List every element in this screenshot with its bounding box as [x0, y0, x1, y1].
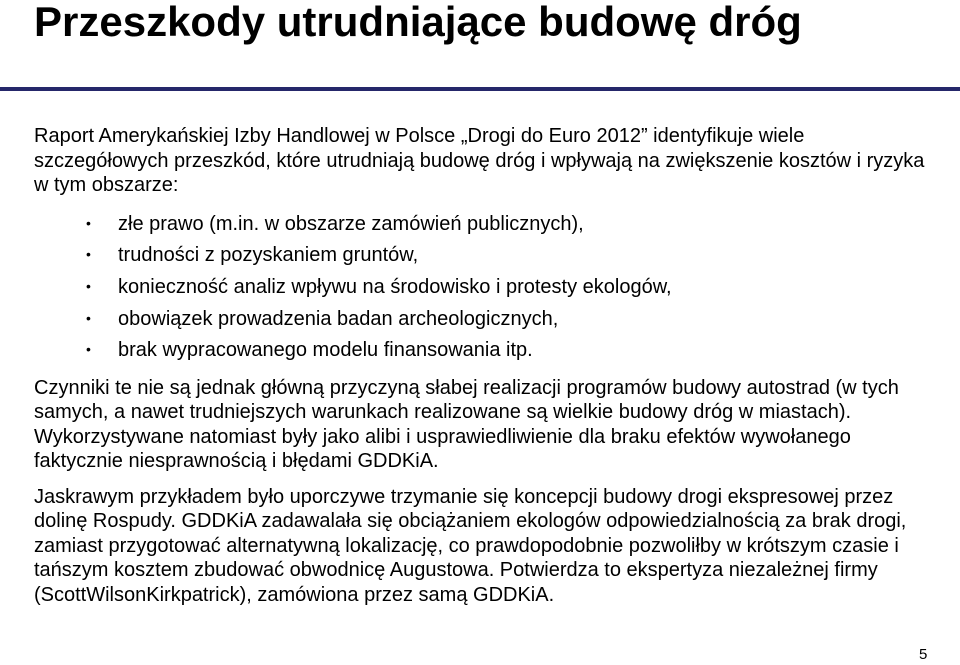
list-item-text: brak wypracowanego modelu finansowania itp.	[118, 339, 533, 362]
list-item	[34, 212, 944, 244]
list-item	[34, 338, 944, 370]
list-item	[34, 243, 944, 275]
slide-title: Przeszkody utrudniające budowę dróg	[34, 0, 802, 45]
list-item-text: obowiązek prowadzenia badan archeologicznych,	[118, 307, 559, 330]
list-item	[34, 307, 944, 339]
list-item-text: złe prawo (m.in. w obszarze zamówień publicznych),	[118, 212, 584, 235]
list-item	[34, 275, 944, 307]
bullet-icon: •	[86, 246, 91, 263]
slide-body	[34, 124, 944, 607]
page-number: 5	[919, 646, 928, 663]
bullet-icon: •	[86, 341, 91, 358]
obstacles-list	[34, 212, 944, 370]
bullet-icon: •	[86, 214, 91, 231]
list-item-text: trudności z pozyskaniem gruntów,	[118, 244, 419, 267]
bullet-icon: •	[86, 309, 91, 326]
example-paragraph: Jaskrawym przykładem było uporczywe trzymanie się koncepcji budowy drogi ekspresowej przez dolinę Rospudy. GDDKiA zadawalała się obciążaniem ekologów odpowiedzialnością za brak drogi, zamiast przygotować alternatywną lokalizację, co prawdopodobnie pozwoliłby w krótszym czasie i tańszym kosztem zbudować obwodnicę Augustowa. Potwierdza to ekspertyza niezależnej firmy (ScottWilsonKirkpatrick), zamówiona przez samą GDDKiA.	[34, 485, 907, 606]
bullet-icon: •	[86, 277, 91, 294]
title-divider	[0, 87, 960, 91]
intro-paragraph: Raport Amerykańskiej Izby Handlowej w Polsce „Drogi do Euro 2012” identyfikuje wiele szczegółowych przeszkód, które utrudniają budowę dróg i wpływają na zwiększenie kosztów i ryzyka w tym obszarze:	[34, 125, 925, 196]
causes-paragraph: Czynniki te nie są jednak główną przyczyną słabej realizacji programów budowy autostrad (w tych samych, a nawet trudniejszych warunkach realizowane są wielkie budowy dróg w miastach). Wykorzystywane natomiast były jako alibi i usprawiedliwienie dla braku efektów wywołanego faktycznie niesprawnością i błędami GDDKiA.	[34, 376, 899, 473]
list-item-text: konieczność analiz wpływu na środowisko i protesty ekologów,	[118, 275, 672, 298]
